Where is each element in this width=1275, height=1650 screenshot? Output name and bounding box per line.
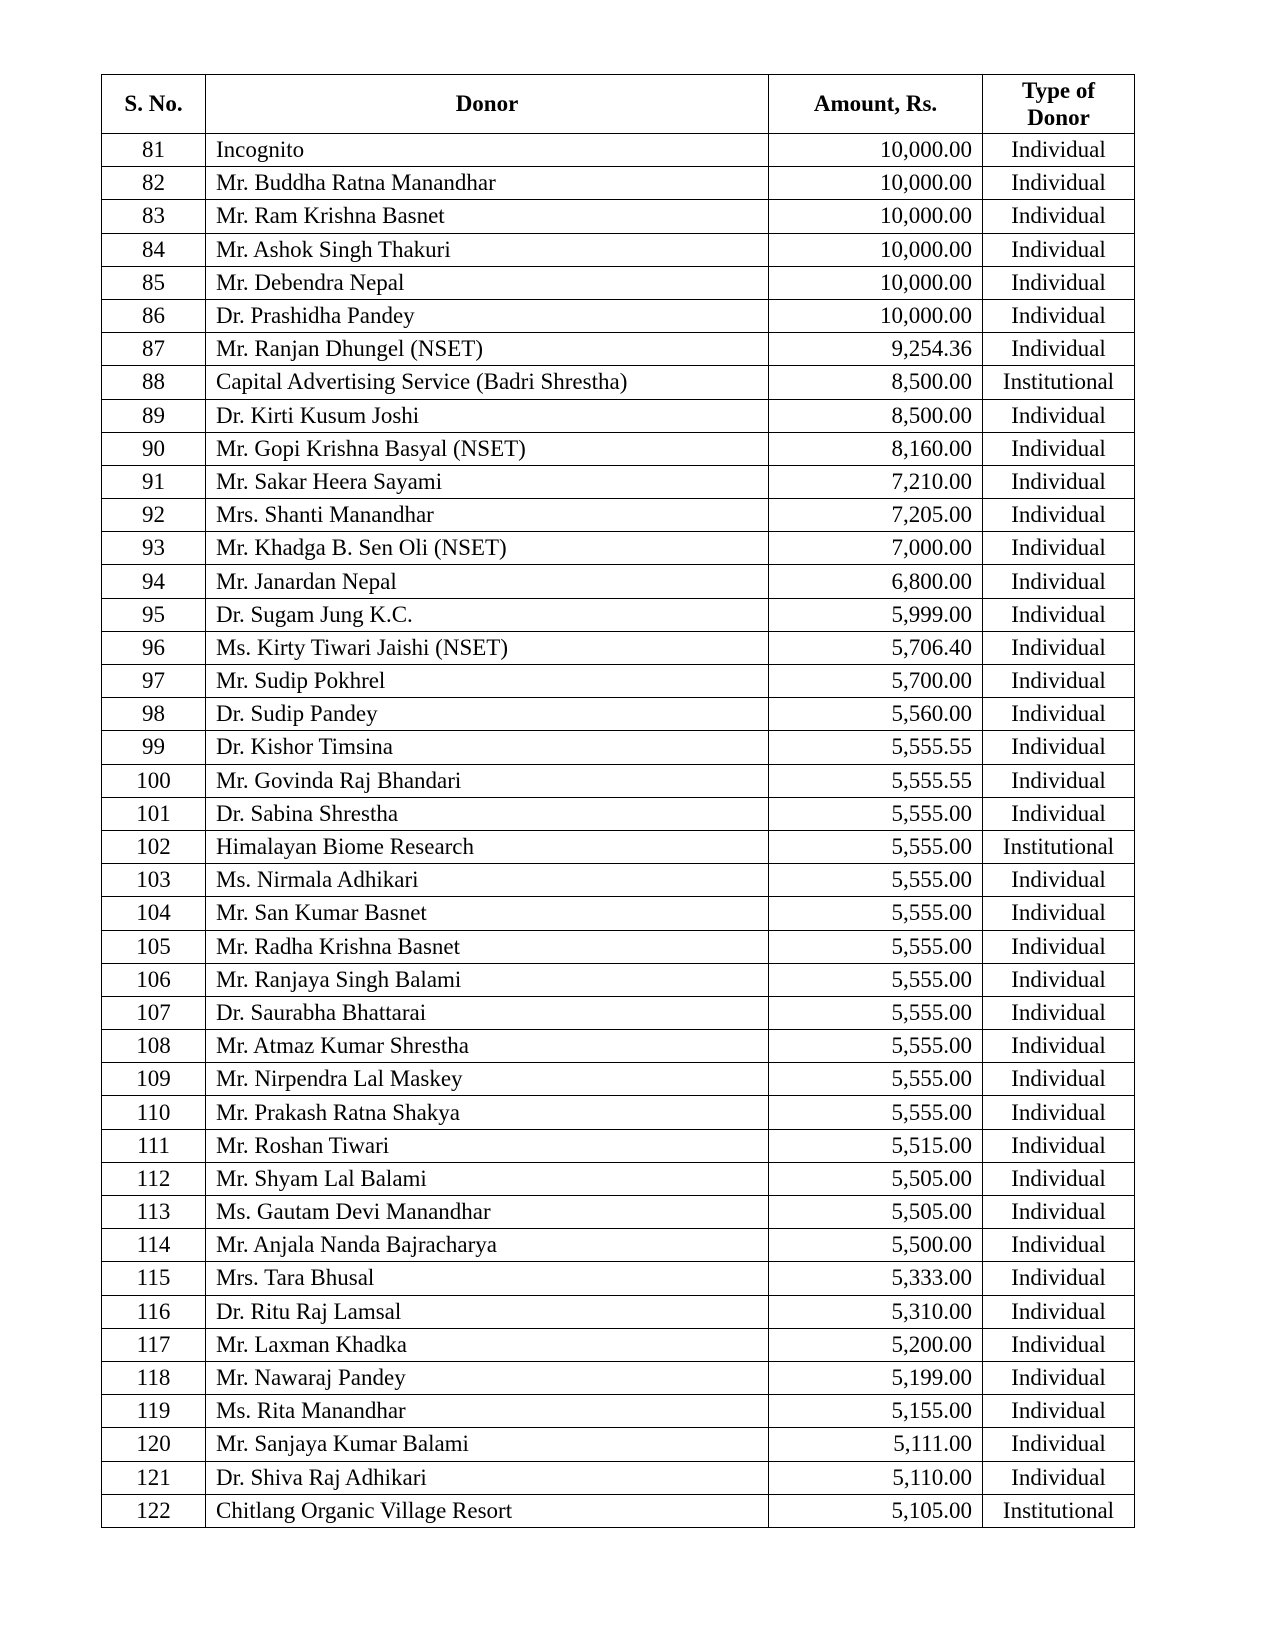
cell-type: Individual (983, 1196, 1135, 1229)
table-row (102, 233, 1135, 266)
table-row (102, 299, 1135, 332)
cell-sno: 95 (102, 598, 206, 631)
cell-donor: Dr. Sudip Pandey (206, 698, 769, 731)
cell-sno: 107 (102, 996, 206, 1029)
table-row (102, 499, 1135, 532)
table-row (102, 1063, 1135, 1096)
cell-amount: 5,199.00 (769, 1361, 983, 1394)
cell-sno: 89 (102, 399, 206, 432)
table-row (102, 1162, 1135, 1195)
table-row (102, 764, 1135, 797)
cell-sno: 101 (102, 797, 206, 830)
cell-sno: 118 (102, 1361, 206, 1394)
cell-type: Individual (983, 1129, 1135, 1162)
cell-donor: Incognito (206, 134, 769, 167)
cell-donor: Mr. Debendra Nepal (206, 266, 769, 299)
header-type-line1: Type of (1021, 78, 1096, 103)
cell-donor: Chitlang Organic Village Resort (206, 1494, 769, 1527)
cell-sno: 121 (102, 1461, 206, 1494)
table-row (102, 830, 1135, 863)
cell-type: Individual (983, 1229, 1135, 1262)
table-row (102, 465, 1135, 498)
cell-sno: 111 (102, 1129, 206, 1162)
cell-amount: 5,555.00 (769, 1063, 983, 1096)
cell-type: Individual (983, 1395, 1135, 1428)
table-row (102, 598, 1135, 631)
table-row (102, 565, 1135, 598)
cell-type: Individual (983, 797, 1135, 830)
table-row (102, 1096, 1135, 1129)
cell-amount: 5,555.00 (769, 897, 983, 930)
table-row (102, 1030, 1135, 1063)
cell-amount: 7,205.00 (769, 499, 983, 532)
cell-sno: 96 (102, 631, 206, 664)
cell-amount: 5,110.00 (769, 1461, 983, 1494)
table-header (102, 75, 1135, 134)
cell-type: Individual (983, 1461, 1135, 1494)
table-row (102, 1361, 1135, 1394)
header-sno: S. No. (102, 75, 206, 134)
table-row (102, 1395, 1135, 1428)
cell-sno: 97 (102, 665, 206, 698)
cell-type: Individual (983, 399, 1135, 432)
cell-sno: 108 (102, 1030, 206, 1063)
cell-amount: 5,200.00 (769, 1328, 983, 1361)
table-row (102, 897, 1135, 930)
cell-donor: Dr. Sabina Shrestha (206, 797, 769, 830)
cell-donor: Mr. Ram Krishna Basnet (206, 200, 769, 233)
cell-type: Individual (983, 996, 1135, 1029)
cell-amount: 8,500.00 (769, 399, 983, 432)
cell-type: Individual (983, 465, 1135, 498)
header-donor: Donor (206, 75, 769, 134)
table-row (102, 698, 1135, 731)
table-row (102, 1295, 1135, 1328)
cell-type: Individual (983, 1328, 1135, 1361)
cell-donor: Ms. Gautam Devi Manandhar (206, 1196, 769, 1229)
cell-type: Individual (983, 698, 1135, 731)
cell-type: Institutional (983, 830, 1135, 863)
cell-type: Individual (983, 598, 1135, 631)
cell-donor: Dr. Sugam Jung K.C. (206, 598, 769, 631)
cell-donor: Ms. Nirmala Adhikari (206, 864, 769, 897)
cell-amount: 9,254.36 (769, 333, 983, 366)
cell-sno: 93 (102, 532, 206, 565)
cell-donor: Mr. Ranjaya Singh Balami (206, 963, 769, 996)
cell-amount: 5,555.00 (769, 1030, 983, 1063)
cell-sno: 102 (102, 830, 206, 863)
table-row (102, 631, 1135, 664)
header-type-line2: Donor (1027, 105, 1090, 130)
cell-type: Individual (983, 930, 1135, 963)
cell-donor: Mr. Shyam Lal Balami (206, 1162, 769, 1195)
cell-sno: 90 (102, 432, 206, 465)
table-row (102, 1196, 1135, 1229)
table-row (102, 665, 1135, 698)
cell-amount: 5,155.00 (769, 1395, 983, 1428)
cell-donor: Dr. Saurabha Bhattarai (206, 996, 769, 1029)
cell-type: Individual (983, 200, 1135, 233)
cell-amount: 5,555.00 (769, 930, 983, 963)
cell-type: Individual (983, 266, 1135, 299)
cell-donor: Dr. Prashidha Pandey (206, 299, 769, 332)
cell-type: Individual (983, 134, 1135, 167)
cell-sno: 83 (102, 200, 206, 233)
cell-type: Individual (983, 1063, 1135, 1096)
cell-sno: 100 (102, 764, 206, 797)
cell-donor: Dr. Kirti Kusum Joshi (206, 399, 769, 432)
table-row (102, 366, 1135, 399)
cell-sno: 81 (102, 134, 206, 167)
cell-donor: Mr. Roshan Tiwari (206, 1129, 769, 1162)
cell-sno: 98 (102, 698, 206, 731)
cell-donor: Mr. Sudip Pokhrel (206, 665, 769, 698)
cell-amount: 5,555.00 (769, 1096, 983, 1129)
cell-type: Individual (983, 1262, 1135, 1295)
table-row (102, 930, 1135, 963)
cell-amount: 5,555.00 (769, 864, 983, 897)
cell-sno: 103 (102, 864, 206, 897)
table-row (102, 266, 1135, 299)
cell-type: Individual (983, 1030, 1135, 1063)
cell-amount: 5,310.00 (769, 1295, 983, 1328)
cell-type: Individual (983, 1096, 1135, 1129)
cell-donor: Mr. Khadga B. Sen Oli (NSET) (206, 532, 769, 565)
cell-type: Individual (983, 897, 1135, 930)
cell-sno: 113 (102, 1196, 206, 1229)
cell-amount: 6,800.00 (769, 565, 983, 598)
cell-amount: 5,555.55 (769, 731, 983, 764)
cell-donor: Mr. Nawaraj Pandey (206, 1361, 769, 1394)
table-row (102, 1262, 1135, 1295)
cell-sno: 106 (102, 963, 206, 996)
cell-sno: 86 (102, 299, 206, 332)
cell-amount: 5,555.55 (769, 764, 983, 797)
cell-amount: 10,000.00 (769, 167, 983, 200)
cell-sno: 82 (102, 167, 206, 200)
cell-donor: Capital Advertising Service (Badri Shrestha) (206, 366, 769, 399)
cell-sno: 110 (102, 1096, 206, 1129)
cell-donor: Mr. San Kumar Basnet (206, 897, 769, 930)
cell-amount: 10,000.00 (769, 233, 983, 266)
cell-type: Individual (983, 864, 1135, 897)
cell-type: Individual (983, 1428, 1135, 1461)
table-row (102, 333, 1135, 366)
table-row (102, 200, 1135, 233)
cell-type: Institutional (983, 1494, 1135, 1527)
cell-amount: 8,160.00 (769, 432, 983, 465)
table-row (102, 432, 1135, 465)
cell-amount: 5,505.00 (769, 1162, 983, 1195)
table-row (102, 963, 1135, 996)
cell-type: Individual (983, 532, 1135, 565)
cell-donor: Mr. Sakar Heera Sayami (206, 465, 769, 498)
cell-amount: 7,000.00 (769, 532, 983, 565)
table-row (102, 797, 1135, 830)
cell-amount: 5,505.00 (769, 1196, 983, 1229)
cell-donor: Mr. Janardan Nepal (206, 565, 769, 598)
cell-donor: Mr. Buddha Ratna Manandhar (206, 167, 769, 200)
cell-amount: 5,560.00 (769, 698, 983, 731)
cell-sno: 92 (102, 499, 206, 532)
cell-sno: 122 (102, 1494, 206, 1527)
cell-amount: 5,111.00 (769, 1428, 983, 1461)
cell-amount: 5,555.00 (769, 963, 983, 996)
cell-sno: 94 (102, 565, 206, 598)
cell-sno: 115 (102, 1262, 206, 1295)
cell-type: Individual (983, 333, 1135, 366)
cell-type: Individual (983, 432, 1135, 465)
cell-sno: 119 (102, 1395, 206, 1428)
cell-amount: 5,700.00 (769, 665, 983, 698)
cell-donor: Mr. Sanjaya Kumar Balami (206, 1428, 769, 1461)
cell-amount: 5,500.00 (769, 1229, 983, 1262)
cell-sno: 112 (102, 1162, 206, 1195)
cell-type: Individual (983, 631, 1135, 664)
cell-donor: Dr. Ritu Raj Lamsal (206, 1295, 769, 1328)
cell-donor: Mr. Radha Krishna Basnet (206, 930, 769, 963)
cell-amount: 8,500.00 (769, 366, 983, 399)
cell-sno: 85 (102, 266, 206, 299)
cell-amount: 5,105.00 (769, 1494, 983, 1527)
cell-amount: 10,000.00 (769, 134, 983, 167)
cell-sno: 117 (102, 1328, 206, 1361)
cell-type: Institutional (983, 366, 1135, 399)
table-row (102, 731, 1135, 764)
cell-type: Individual (983, 299, 1135, 332)
table-row (102, 532, 1135, 565)
cell-donor: Mr. Prakash Ratna Shakya (206, 1096, 769, 1129)
table-row (102, 864, 1135, 897)
cell-donor: Mr. Nirpendra Lal Maskey (206, 1063, 769, 1096)
cell-amount: 5,555.00 (769, 797, 983, 830)
table-row (102, 399, 1135, 432)
donor-table (101, 74, 1135, 1528)
cell-type: Individual (983, 499, 1135, 532)
cell-type: Individual (983, 1162, 1135, 1195)
table-row (102, 996, 1135, 1029)
cell-donor: Himalayan Biome Research (206, 830, 769, 863)
table-row (102, 1428, 1135, 1461)
cell-amount: 5,555.00 (769, 996, 983, 1029)
cell-donor: Mr. Laxman Khadka (206, 1328, 769, 1361)
cell-amount: 5,555.00 (769, 830, 983, 863)
cell-sno: 91 (102, 465, 206, 498)
cell-type: Individual (983, 1295, 1135, 1328)
cell-sno: 88 (102, 366, 206, 399)
header-amount: Amount, Rs. (769, 75, 983, 134)
cell-donor: Mr. Anjala Nanda Bajracharya (206, 1229, 769, 1262)
table-row (102, 1461, 1135, 1494)
cell-type: Individual (983, 665, 1135, 698)
table-row (102, 1229, 1135, 1262)
table-row (102, 1129, 1135, 1162)
cell-donor: Dr. Shiva Raj Adhikari (206, 1461, 769, 1494)
cell-donor: Mr. Ranjan Dhungel (NSET) (206, 333, 769, 366)
cell-type: Individual (983, 963, 1135, 996)
cell-type: Individual (983, 565, 1135, 598)
table-body (102, 134, 1135, 1528)
cell-type: Individual (983, 1361, 1135, 1394)
header-row (102, 75, 1135, 134)
cell-donor: Mrs. Shanti Manandhar (206, 499, 769, 532)
cell-sno: 84 (102, 233, 206, 266)
cell-sno: 105 (102, 930, 206, 963)
cell-type: Individual (983, 233, 1135, 266)
cell-donor: Mr. Gopi Krishna Basyal (NSET) (206, 432, 769, 465)
cell-sno: 87 (102, 333, 206, 366)
cell-type: Individual (983, 764, 1135, 797)
table-row (102, 167, 1135, 200)
cell-donor: Dr. Kishor Timsina (206, 731, 769, 764)
cell-donor: Mrs. Tara Bhusal (206, 1262, 769, 1295)
cell-sno: 99 (102, 731, 206, 764)
cell-donor: Mr. Atmaz Kumar Shrestha (206, 1030, 769, 1063)
cell-type: Individual (983, 731, 1135, 764)
cell-sno: 114 (102, 1229, 206, 1262)
table-row (102, 134, 1135, 167)
header-type (983, 75, 1135, 134)
table-row (102, 1328, 1135, 1361)
cell-sno: 109 (102, 1063, 206, 1096)
cell-sno: 120 (102, 1428, 206, 1461)
cell-donor: Mr. Ashok Singh Thakuri (206, 233, 769, 266)
table-row (102, 1494, 1135, 1527)
cell-amount: 7,210.00 (769, 465, 983, 498)
cell-sno: 104 (102, 897, 206, 930)
cell-amount: 10,000.00 (769, 299, 983, 332)
cell-sno: 116 (102, 1295, 206, 1328)
cell-amount: 10,000.00 (769, 266, 983, 299)
cell-amount: 5,706.40 (769, 631, 983, 664)
cell-donor: Ms. Rita Manandhar (206, 1395, 769, 1428)
cell-amount: 5,333.00 (769, 1262, 983, 1295)
cell-donor: Mr. Govinda Raj Bhandari (206, 764, 769, 797)
cell-type: Individual (983, 167, 1135, 200)
cell-amount: 5,515.00 (769, 1129, 983, 1162)
cell-donor: Ms. Kirty Tiwari Jaishi (NSET) (206, 631, 769, 664)
cell-amount: 5,999.00 (769, 598, 983, 631)
cell-amount: 10,000.00 (769, 200, 983, 233)
